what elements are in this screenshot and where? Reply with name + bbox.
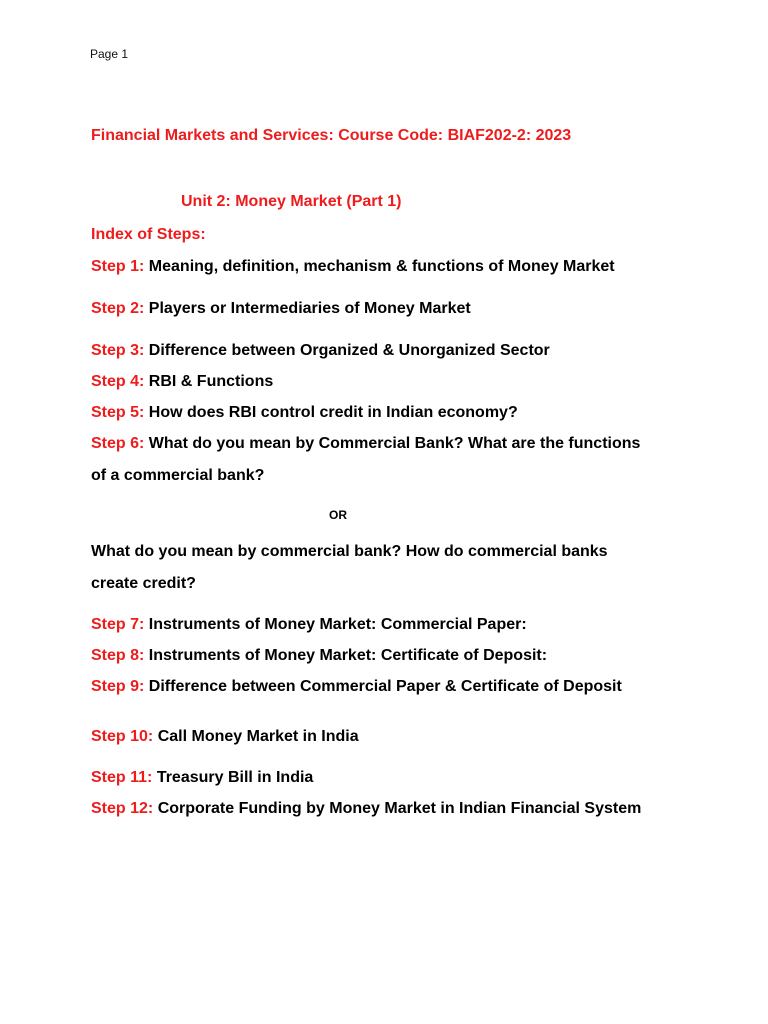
step-10 [91, 728, 359, 746]
step-2 [91, 300, 471, 318]
index-heading: Index of Steps: [91, 226, 206, 243]
step-label: Step 10: [91, 728, 154, 745]
unit-heading: Unit 2: Money Market (Part 1) [181, 193, 402, 210]
step-text: Treasury Bill in India [156, 769, 314, 786]
step-label: Step 2: [91, 300, 145, 317]
step-11 [91, 769, 313, 787]
step-text: Call Money Market in India [157, 728, 359, 745]
step-12 [91, 800, 641, 818]
step-text: Corporate Funding by Money Market in Indian Financial System [157, 800, 642, 817]
step-5 [91, 404, 518, 422]
alternative-question-line-1: What do you mean by commercial bank? How do commercial banks [91, 543, 608, 560]
step-7 [91, 616, 527, 634]
step-text: Instruments of Money Market: Certificate of Deposit: [148, 647, 548, 664]
document-title: Financial Markets and Services: Course Code: BIAF202-2: 2023 [91, 127, 572, 144]
step-3 [91, 342, 550, 360]
step-label: Step 9: [91, 678, 145, 695]
step-8 [91, 647, 547, 665]
or-separator: OR [329, 508, 347, 522]
step-label: Step 6: [91, 435, 145, 452]
step-4 [91, 373, 273, 391]
step-6-continuation: of a commercial bank? [91, 467, 265, 484]
step-text: RBI & Functions [148, 373, 274, 390]
step-label: Step 11: [91, 769, 153, 786]
page-number: Page 1 [90, 47, 129, 61]
step-text: How does RBI control credit in Indian economy? [148, 404, 518, 421]
step-text: Meaning, definition, mechanism & functions of Money Market [148, 258, 615, 275]
step-text: Players or Intermediaries of Money Market [148, 300, 471, 317]
step-label: Step 8: [91, 647, 145, 664]
step-text: Instruments of Money Market: Commercial Paper: [148, 616, 527, 633]
step-text: Difference between Organized & Unorganized Sector [148, 342, 550, 359]
step-6 [91, 435, 640, 453]
alternative-question-line-2: create credit? [91, 575, 196, 592]
step-text: Difference between Commercial Paper & Certificate of Deposit [148, 678, 622, 695]
step-label: Step 1: [91, 258, 145, 275]
step-label: Step 12: [91, 800, 154, 817]
step-9 [91, 678, 622, 696]
step-label: Step 5: [91, 404, 145, 421]
step-label: Step 3: [91, 342, 145, 359]
step-label: Step 7: [91, 616, 145, 633]
step-1 [91, 258, 615, 276]
step-text: What do you mean by Commercial Bank? What are the functions [148, 435, 641, 452]
step-label: Step 4: [91, 373, 145, 390]
